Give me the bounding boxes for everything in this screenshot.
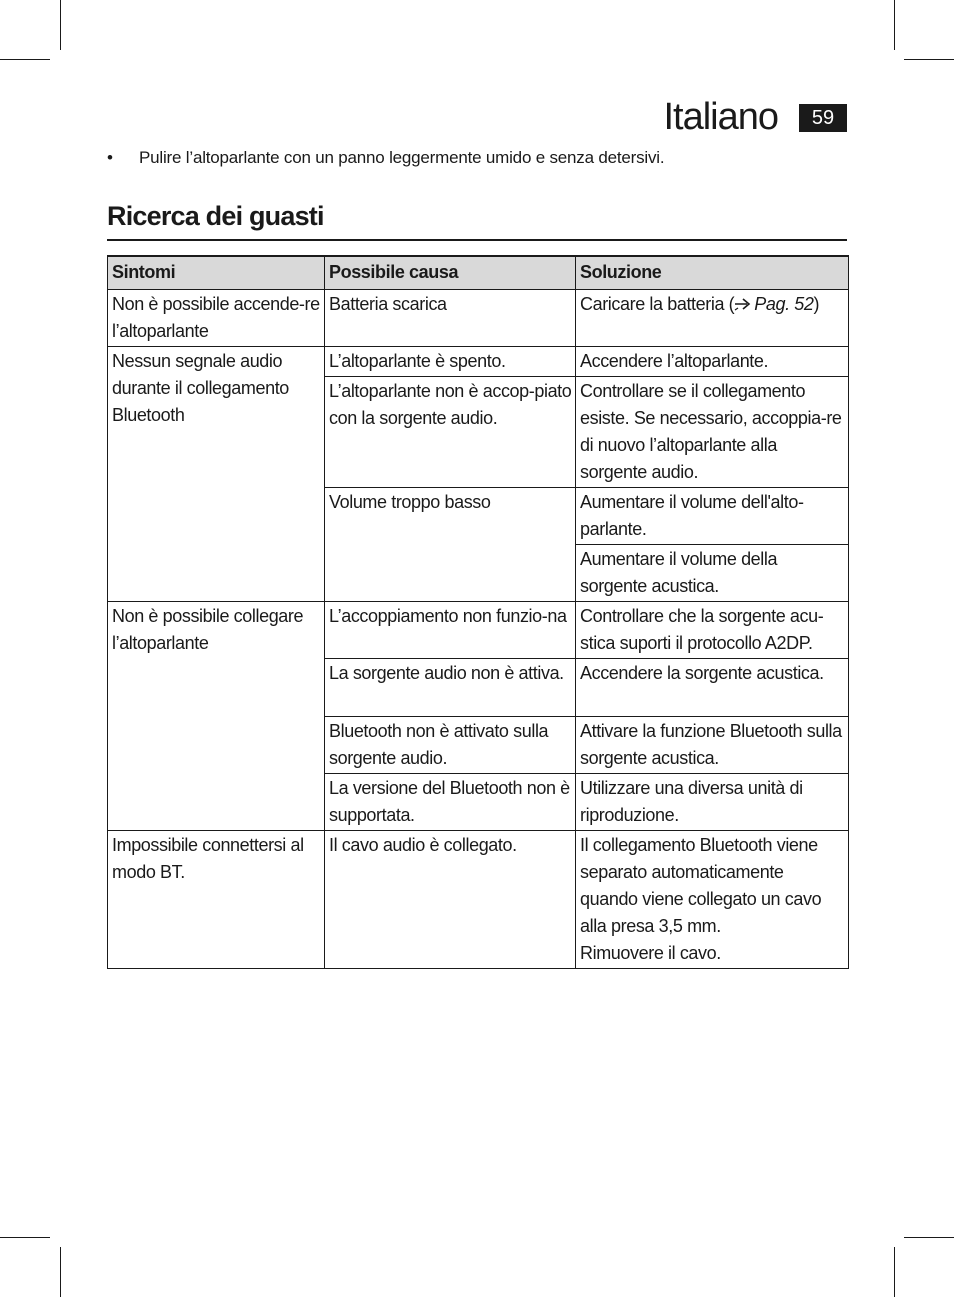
- table-row: [108, 602, 849, 659]
- crop-mark: [0, 1237, 50, 1238]
- solution-cell: Attivare la funzione Bluetooth sulla sorgente acustica.: [576, 717, 849, 774]
- symptom-cell: Impossibile connettersi al modo BT.: [108, 831, 325, 969]
- symptom-cell: Non è possibile collegare l’altoparlante: [108, 602, 325, 831]
- symptom-cell: Non è possibile accende-re l’altoparlante: [108, 290, 325, 347]
- table-row: [108, 347, 849, 377]
- bullet-icon: •: [107, 148, 113, 167]
- column-header-solution: Soluzione: [576, 256, 849, 290]
- solution-text: ): [813, 294, 820, 314]
- crop-mark: [894, 1247, 895, 1297]
- table-row: [108, 290, 849, 347]
- cause-cell: La sorgente audio non è attiva.: [325, 659, 576, 717]
- table-row: [108, 831, 849, 969]
- solution-cell: [576, 290, 849, 347]
- solution-text: Caricare la batteria (: [580, 294, 735, 314]
- crop-mark: [60, 0, 61, 50]
- crop-mark: [0, 59, 50, 60]
- cause-cell: L’altoparlante è spento.: [325, 347, 576, 377]
- solution-cell: Accendere la sorgente acustica.: [576, 659, 849, 717]
- page-number-badge: 59: [799, 104, 847, 132]
- page-language-title: Italiano: [663, 96, 778, 138]
- solution-cell: Aumentare il volume dell'alto-parlante.: [576, 488, 849, 545]
- solution-action: Rimuovere il cavo.: [580, 943, 721, 963]
- bullet-text: Pulire l’altoparlante con un panno leggermente umido e senza detersivi.: [139, 148, 665, 167]
- cause-cell: Batteria scarica: [325, 290, 576, 347]
- cause-cell: Volume troppo basso: [325, 488, 576, 602]
- solution-cell: Accendere l’altoparlante.: [576, 347, 849, 377]
- solution-text: Il collegamento Bluetooth viene separato automaticamente quando viene collegato un cavo alla presa 3,5 mm.: [580, 835, 822, 936]
- symptom-cell: Nessun segnale audio durante il collegamento Bluetooth: [108, 347, 325, 602]
- cause-cell: L’accoppiamento non funzio-na: [325, 602, 576, 659]
- cause-cell: Il cavo audio è collegato.: [325, 831, 576, 969]
- column-header-cause: Possibile causa: [325, 256, 576, 290]
- crop-mark: [904, 59, 954, 60]
- crop-mark: [904, 1237, 954, 1238]
- cause-cell: Bluetooth non è attivato sulla sorgente audio.: [325, 717, 576, 774]
- cause-cell: L’altoparlante non è accop-piato con la sorgente audio.: [325, 377, 576, 488]
- column-header-symptoms: Sintomi: [108, 256, 325, 290]
- troubleshooting-table: [107, 255, 849, 969]
- crop-mark: [60, 1247, 61, 1297]
- solution-cell: Utilizzare una diversa unità di riproduzione.: [576, 774, 849, 831]
- intro-bullet: [107, 146, 847, 170]
- section-divider: [107, 239, 847, 241]
- page-reference-link[interactable]: Pag. 52: [754, 294, 814, 314]
- solution-cell: Aumentare il volume della sorgente acustica.: [576, 545, 849, 602]
- table-header-row: [108, 256, 849, 290]
- solution-cell: Controllare se il collegamento esiste. Se necessario, accoppia-re di nuovo l’altoparlante alla sorgente audio.: [576, 377, 849, 488]
- cause-cell: La versione del Bluetooth non è supportata.: [325, 774, 576, 831]
- arrow-right-icon: [734, 294, 754, 314]
- crop-mark: [894, 0, 895, 50]
- solution-cell: Controllare che la sorgente acu-stica suporti il protocollo A2DP.: [576, 602, 849, 659]
- section-title: Ricerca dei guasti: [107, 201, 324, 231]
- solution-cell: [576, 831, 849, 969]
